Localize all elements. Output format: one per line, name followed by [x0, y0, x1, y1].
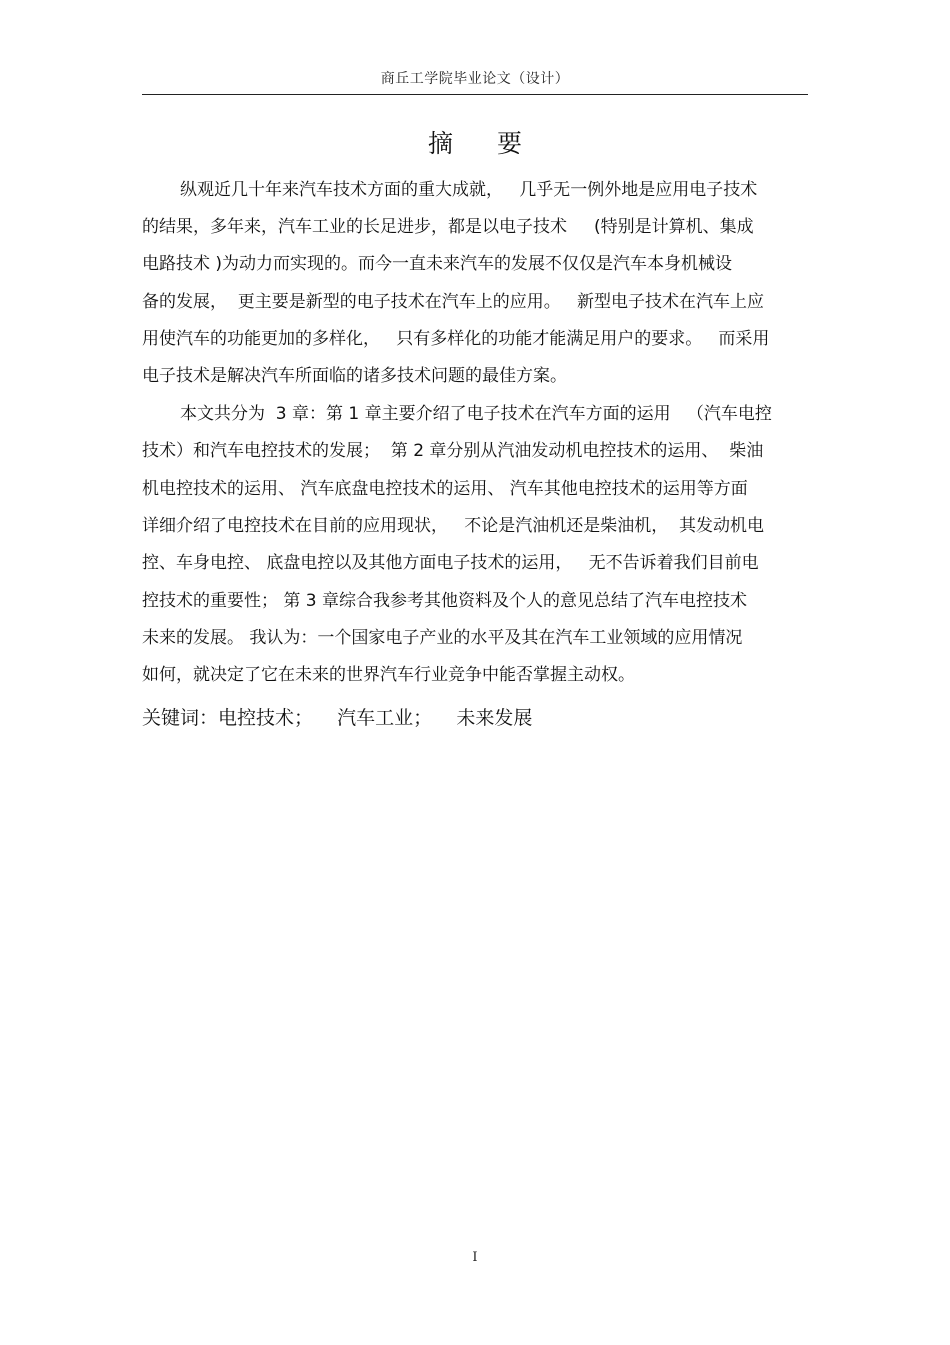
- paragraph-line: 详细介绍了电控技术在目前的应用现状， 不论是汽油机还是柴油机， 其发动机电: [142, 516, 765, 536]
- paragraph-line: 电子技术是解决汽车所面临的诸多技术问题的最佳方案。: [142, 366, 567, 386]
- page-number: I: [472, 1250, 478, 1265]
- paragraph-line: 如何，就决定了它在未来的世界汽车行业竞争中能否掌握主动权。: [142, 665, 635, 685]
- paragraph-line: 本文共分为 3 章：第 1 章主要介绍了电子技术在汽车方面的运用 （汽车电控: [180, 404, 772, 424]
- paragraph-line: 未来的发展。 我认为：一个国家电子产业的水平及其在汽车工业领域的应用情况: [142, 628, 743, 648]
- keywords: 关键词：电控技术； 汽车工业； 未来发展: [142, 707, 533, 729]
- paragraph-line: 用使汽车的功能更加的多样化， 只有多样化的功能才能满足用户的要求。 而采用: [142, 329, 770, 349]
- paragraph-line: 控技术的重要性； 第 3 章综合我参考其他资料及个人的意见总结了汽车电控技术: [142, 591, 748, 611]
- paragraph-line: 的结果，多年来，汽车工业的长足进步，都是以电子技术 (特别是计算机、集成: [142, 217, 754, 237]
- paragraph-line: 机电控技术的运用、 汽车底盘电控技术的运用、 汽车其他电控技术的运用等方面: [142, 479, 748, 499]
- header-rule: [142, 94, 808, 95]
- paragraph-line: 控、车身电控、 底盘电控以及其他方面电子技术的运用， 无不告诉着我们目前电: [142, 553, 759, 573]
- paragraph-line: 技术）和汽车电控技术的发展； 第 2 章分别从汽油发动机电控技术的运用、 柴油: [142, 441, 764, 461]
- abstract-title: 摘 要: [428, 129, 540, 158]
- paragraph-line: 备的发展， 更主要是新型的电子技术在汽车上的应用。 新型电子技术在汽车上应: [142, 292, 765, 312]
- paragraph-line: 纵观近几十年来汽车技术方面的重大成就， 几乎无一例外地是应用电子技术: [180, 180, 758, 200]
- paragraph-line: 电路技术 )为动力而实现的。而今一直未来汽车的发展不仅仅是汽车本身机械设: [142, 254, 733, 274]
- page-header: 商丘工学院毕业论文（设计）: [380, 71, 570, 87]
